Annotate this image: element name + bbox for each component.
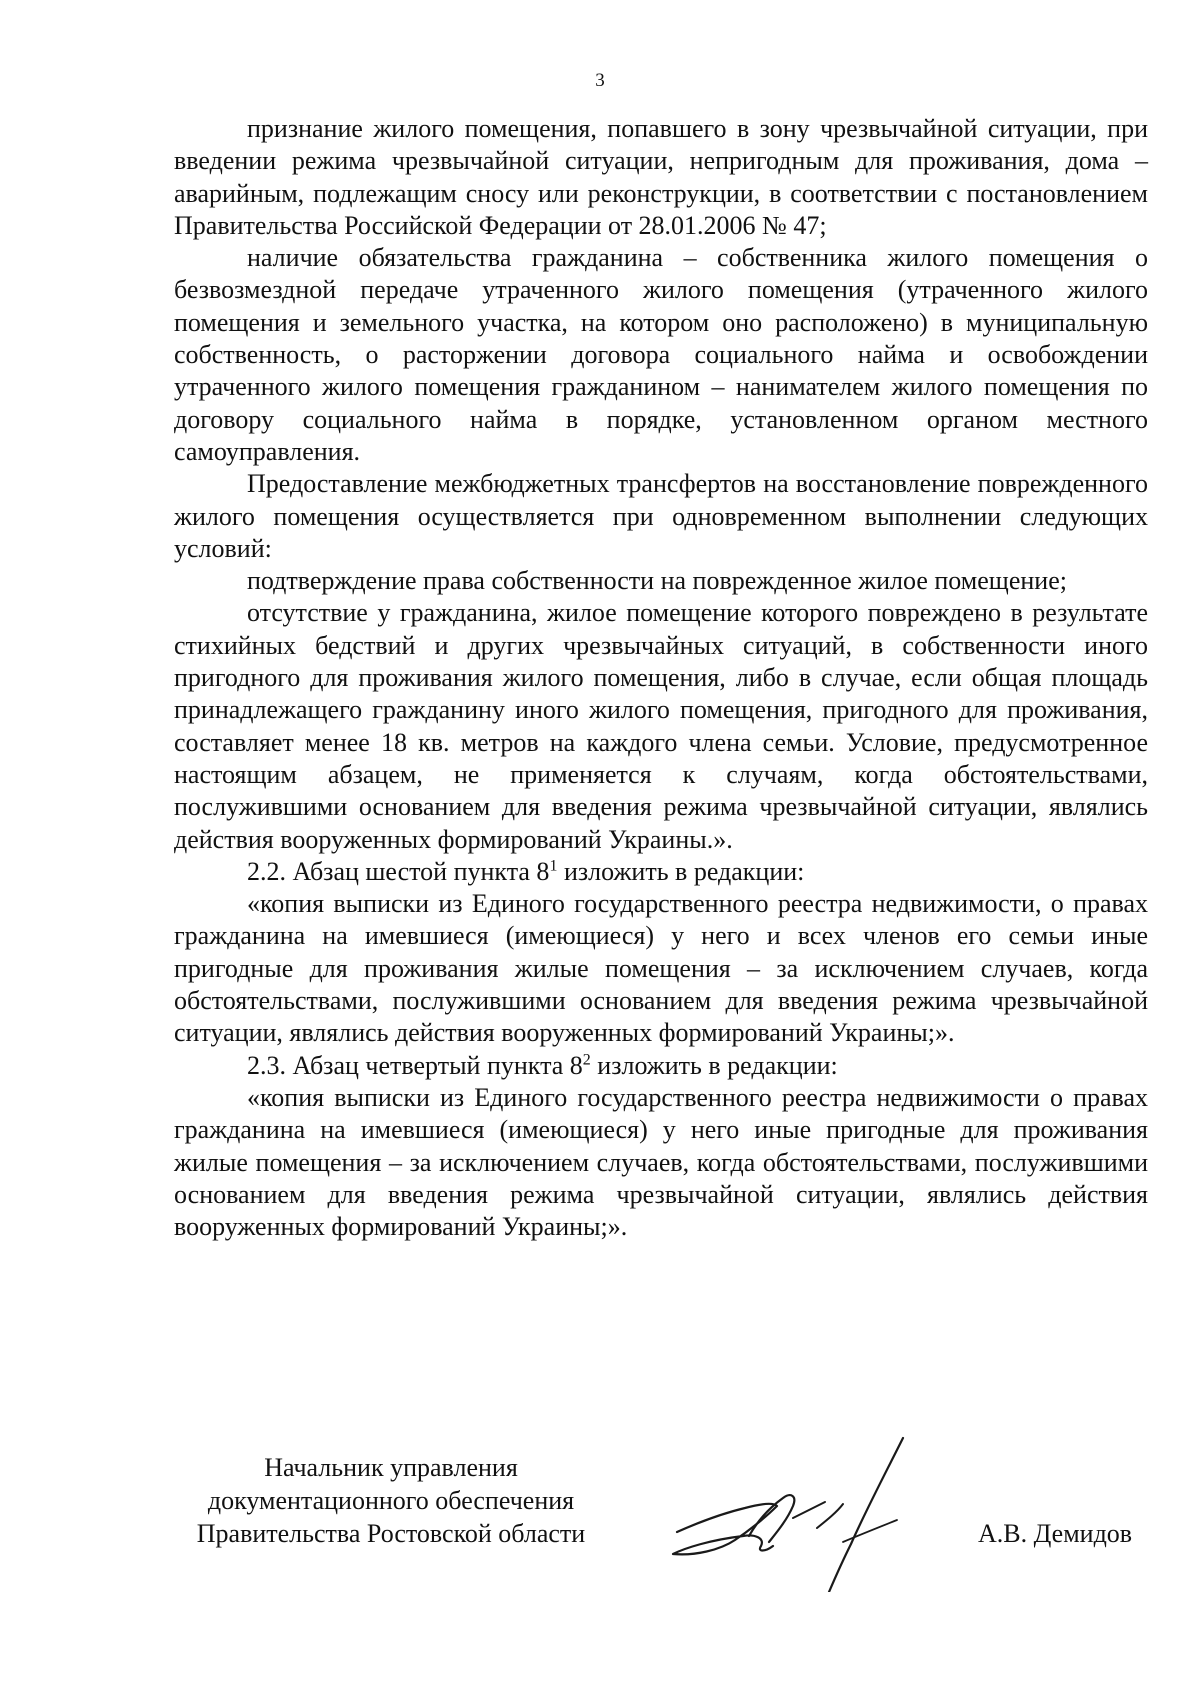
paragraph: «копия выписки из Единого государственного реестра недвижимости, о правах гражданина на имевшиеся (имеющиеся) у него и всех членов его семьи иные пригодные для проживания жилые помещения – за исключением случаев, когда обстоятельствами, послужившими основанием для введения режима чрезвычайной ситуации, являлись действия вооруженных формирований Украины;». (174, 889, 1148, 1048)
amendment-text: 2.2. Абзац шестой пункта 8 (247, 856, 550, 886)
page-number: 3 (595, 70, 605, 91)
signer-title-line: Правительства Ростовской области (196, 1519, 586, 1548)
signer-name: А.В. Демидов (978, 1519, 1133, 1548)
superscript: 2 (582, 1050, 591, 1068)
amendment-text: изложить в редакции: (557, 856, 805, 886)
superscript: 1 (549, 857, 558, 875)
paragraph: Предоставление межбюджетных трансфертов на восстановление поврежденного жилого помещения осуществляется при одновременном выполнении следующих условий: (174, 469, 1148, 563)
signer-title-line: Начальник управления (264, 1453, 518, 1482)
signer-title (160, 1451, 622, 1550)
paragraph-amendment-2-2 (174, 856, 1148, 888)
amendment-text: 2.3. Абзац четвертый пункта 8 (247, 1050, 583, 1080)
paragraph: «копия выписки из Единого государственного реестра недвижимости о правах гражданина на имевшиеся (имеющиеся) у него иные пригодные для проживания жилые помещения – за исключением случаев, когда обстоятельствами, послужившими основанием для введения режима чрезвычайной ситуации, являлись действия вооруженных формирований Украины;». (174, 1082, 1148, 1242)
paragraph: признание жилого помещения, попавшего в зону чрезвычайной ситуации, при введении режима чрезвычайной ситуации, непригодным для проживания, дома – аварийным, подлежащим сносу или реконструкции, в соответствии с постановлением Правительства Российской Федерации от 28.01.2006 № 47; (174, 114, 1148, 240)
amendment-text: изложить в редакции: (590, 1050, 838, 1080)
paragraph: подтверждение права собственности на поврежденное жилое помещение; (247, 566, 1067, 596)
paragraph: отсутствие у гражданина, жилое помещение которого повреждено в результате стихийных бедствий и других чрезвычайных ситуаций, в собственности иного пригодного для проживания жилого помещения, либо в случае, если общая площадь принадлежащего гражданину иного жилого помещения, пригодного для проживания, составляет менее 18 кв. метров на каждого члена семьи. Условие, предусмотренное настоящим абзацем, не применяется к случаям, когда обстоятельствами, послужившими основанием для введения режима чрезвычайной ситуации, являлись действия вооруженных формирований Украины.». (174, 598, 1148, 854)
paragraph: наличие обязательства гражданина – собственника жилого помещения о безвозмездной передаче утраченного жилого помещения (утраченного жилого помещения и земельного участка, на котором оно расположено) в муниципальную собственность, о расторжении договора социального найма и освобождении утраченного жилого помещения гражданином – нанимателем жилого помещения по договору социального найма в порядке, установленном органом местного самоуправления. (174, 243, 1148, 466)
signer-title-line: документационного обеспечения (207, 1486, 575, 1515)
paragraph-amendment-2-3 (174, 1050, 1148, 1082)
handwritten-signature (665, 1432, 940, 1592)
document-body (174, 113, 1148, 1243)
